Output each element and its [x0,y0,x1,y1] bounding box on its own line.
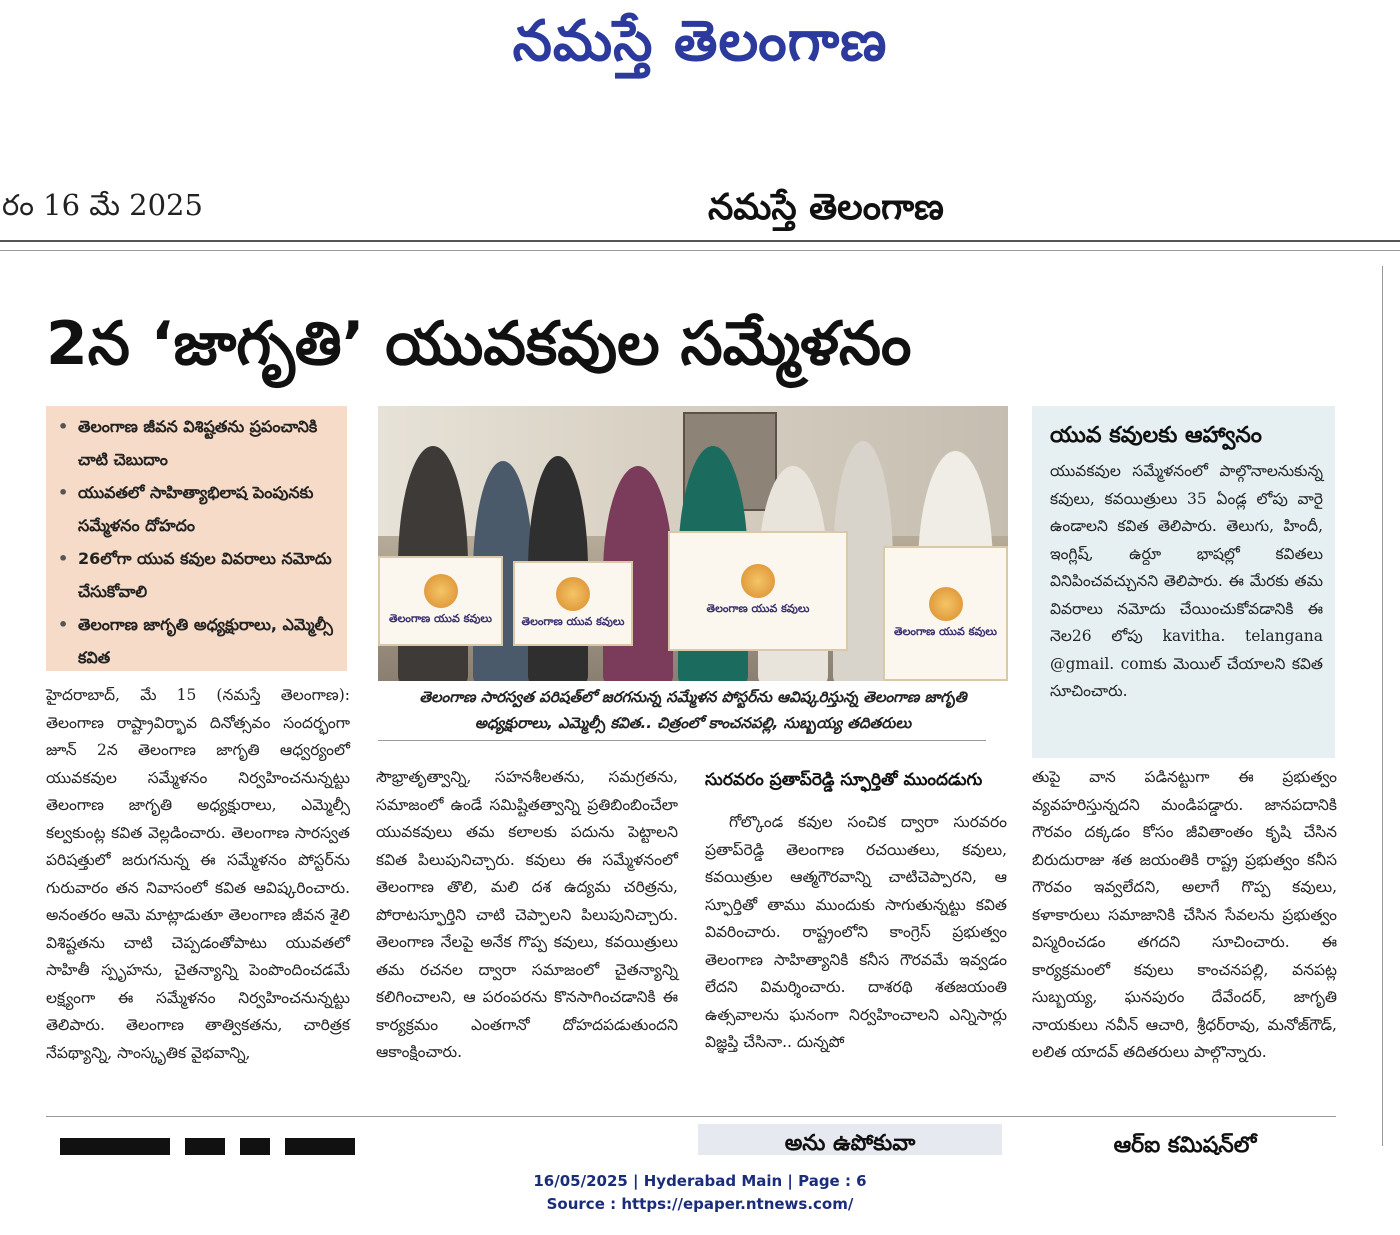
header-rule-thin [0,250,1400,251]
article-column-2: సౌభ్రాతృత్వాన్ని, సహనశీలతను, సమగ్రతను, సమాజంలో ఉండే సమిష్టితత్వాన్ని ప్రతిబింబించేలా యువకవులు తమ కలాలకు పదును పెట్టాలని కవిత పిలుపునిచ్చారు. కవులు ఈ సమ్మేళనంలో తెలంగాణ తొలి, మలి దశ ఉద్యమ చరిత్రను, పోరాటస్ఫూర్తిని చాటి చెప్పాలని పిలుపునిచ్చారు. తెలంగాణ నేలపై అనేక గొప్ప కవులు, కవయిత్రులు తమ రచనల ద్వారా సమాజంలో చైతన్యాన్ని కలిగించాలని, ఆ పరంపరను కొనసాగించడానికి ఈ కార్యక్రమం ఎంతగానో దోహదపడుతుందని ఆకాంక్షించారు. [376,768,678,1061]
next-article-title-right: ఆర్‌ఐ కమిషన్‌లో [1113,1133,1257,1155]
event-poster: తెలంగాణ యువ కవులు [883,546,1008,681]
event-poster: తెలంగాణ యువ కవులు [668,531,848,651]
event-poster: తెలంగాణ యువ కవులు [513,561,633,646]
next-article-headline [60,1138,360,1155]
bullet-icon: • [58,549,69,568]
caption-rule [378,740,986,741]
highlight-item: • యువతలో సాహిత్యాభిలాష పెంపునకు సమ్మేళనం దోహదం [58,476,341,542]
highlight-item: • తెలంగాణ జాగృతి అధ్యక్షురాలు, ఎమ్మెల్సీ కవిత [58,608,341,674]
highlight-item: • 26లోగా యువ కవుల వివరాలు నమోదు చేసుకోవాలి [58,542,341,608]
article-column-4: తుపై వాన పడినట్టుగా ఈ ప్రభుత్వం వ్యవహరిస్తున్నదని మండిపడ్డారు. జానపదానికి గౌరవం దక్కడం కోసం జీవితాంతం కృషి చేసిన బిరుదురాజు శత జయంతికి రాష్ట్ర ప్రభుత్వం కనీస గౌరవం ఇవ్వలేదని, అలాగే గొప్ప కవులు, కళాకారులు సమాజానికి చేసిన సేవలను ప్రభుత్వం విస్మరించడం తగదని సూచించారు. ఈ కార్యక్రమంలో కవులు కాంచనపల్లి, వనపట్ల సుబ్బయ్య, ఘనపురం దేవేందర్, జాగృతి నాయకులు నవీన్ ఆచారి, శ్రీధర్‌రావు, మనోజ్‌గౌడ్, లలిత యాదవ్ తదితరులు పాల్గొన్నారు. [1032,768,1337,1061]
column-divider [1382,266,1383,1146]
article-column-3-body: గోల్కొండ కవుల సంచిక ద్వారా సురవరం ప్రతాప్‌రెడ్డి తెలంగాణ రచయితలు, కవులు, కవయిత్రుల ఆత్మగౌరవాన్ని చాటిచెప్పారని, ఆ స్ఫూర్తితో తాము ముందుకు సాగుతున్నట్టు కవిత వివరించారు. రాష్ట్రంలోని కాంగ్రెస్ ప్రభుత్వం తెలంగాణ సాహిత్యానికి కనీస గౌరవమే ఇవ్వడం లేదని విమర్శించారు. దాశరథి శతజయంతి ఉత్సవాలను ఘనంగా నిర్వహించాలని ఎన్నిసార్లు విజ్ఞప్తి చేసినా.. దున్నపో [705,813,1007,1051]
sidebar-title: యువ కవులకు ఆహ్వానం [1050,423,1262,448]
article-headline: 2న ‘జాగృతి’ యువకవుల సమ్మేళనం [46,309,912,379]
article-column-3 [705,764,1007,1057]
bottom-rule [46,1116,1336,1117]
sidebar-body: యువకవుల సమ్మేళనంలో పాల్గొనాలనుకున్న కవులు, కవయిత్రులు 35 ఏండ్ల లోపు వారై ఉండాలని కవిత తెలిపారు. తెలుగు, హిందీ, ఇంగ్లిష్, ఉర్దూ భాషల్లో కవితలు వినిపించవచ్చునని తెలిపారు. ఈ మేరకు తమ వివరాలు నమోదు చేయించుకోవడానికి ఈ నెల26 లోపు kavitha. telangana @gmail. comకు మెయిల్ చేయాలని కవిత సూచించారు. [1050,462,1323,700]
bullet-icon: • [58,483,69,502]
masthead-logo: నమస్తే తెలంగాణ [512,8,888,74]
article-column-1: హైదరాబాద్, మే 15 (నమస్తే తెలంగాణ): తెలంగాణ రాష్ట్రావిర్భావ దినోత్సవం సందర్భంగా జూన్ 2న తెలంగాణ జాగృతి ఆధ్వర్యంలో యువకవుల సమ్మేళనం నిర్వహించనున్నట్టు తెలంగాణ జాగృతి అధ్యక్షురాలు, ఎమ్మెల్సీ కల్వకుంట్ల కవిత వెల్లడించారు. తెలంగాణ సారస్వత పరిషత్తులో జరుగనున్న ఈ సమ్మేళనం పోస్టర్‌ను గురువారం తన నివాసంలో కవిత ఆవిష్కరించారు. అనంతరం ఆమె మాట్లాడుతూ తెలంగాణ జీవన శైలి విశిష్టతను చాటి చెప్పడంతోపాటు యువతలో సాహితీ స్పృహను, చైతన్యాన్ని పెంపొందించడమే లక్ష్యంగా ఈ సమ్మేళనం నిర్వహించనున్నట్టు తెలిపారు. తెలంగాణ తాత్వికతను, చారిత్రక నేపథ్యాన్ని, సాంస్కృతిక వైభవాన్ని, [46,686,350,1062]
footer-edition-info: 16/05/2025 | Hyderabad Main | Page : 6 [533,1172,867,1190]
subheading: సురవరం ప్రతాప్‌రెడ్డి స్ఫూర్తితో ముందడుగు [705,770,983,790]
header-rule [0,240,1400,242]
highlights-box [46,406,347,671]
sidebar-box [1032,406,1335,758]
bullet-icon: • [58,417,69,436]
photo-caption: తెలంగాణ సారస్వత పరిషత్‌లో జరగనున్న సమ్మేళన పోస్టర్‌ను ఆవిష్కరిస్తున్న తెలంగాణ జాగృతి అధ్యక్షురాలు, ఎమ్మెల్సీ కవిత.. చిత్రంలో కాంచనపల్లి, సుబ్బయ్య తదితరులు [419,688,967,732]
bullet-icon: • [58,615,69,634]
next-article-title: అను ఉపోకువా [784,1131,916,1155]
next-article-box [698,1124,1002,1155]
highlight-item: • తెలంగాణ జీవన విశిష్టతను ప్రపంచానికి చాటి చెబుదాం [58,410,341,476]
footer-source[interactable]: Source : https://epaper.ntnews.com/ [546,1195,854,1213]
dateline: రం 16 మే 2025 [2,188,203,222]
event-poster: తెలంగాణ యువ కవులు [378,556,503,646]
article-photo [378,406,1008,681]
page-paper-name: నమస్తే తెలంగాణ [708,186,944,228]
